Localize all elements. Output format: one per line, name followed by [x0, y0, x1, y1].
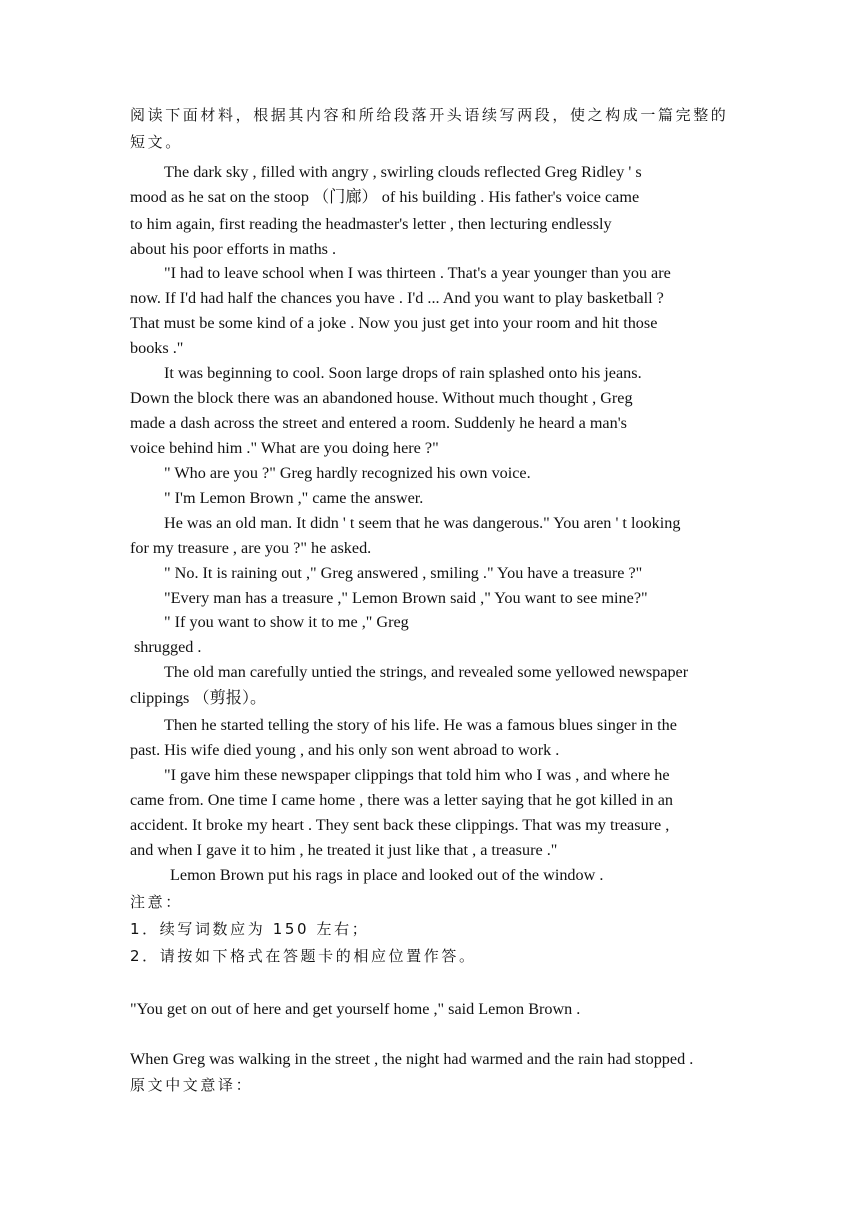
passage-line: mood as he sat on the stoop （门廊） of his building . His father's voice came: [130, 188, 640, 206]
continuation-opener-1: "You get on out of here and get yourself home ," said Lemon Brown .: [130, 1000, 581, 1018]
translation-heading: 原文中文意译：: [130, 1076, 254, 1094]
passage-line: about his poor efforts in maths .: [130, 240, 337, 258]
passage-line: accident. It broke my heart . They sent back these clippings. That was my treasure ,: [130, 816, 670, 834]
passage-line: clippings （剪报）。: [130, 689, 267, 707]
passage-line: "I had to leave school when I was thirteen . That's a year younger than you are: [164, 264, 671, 282]
passage-line: to him again, first reading the headmaster's letter , then lecturing endlessly: [130, 215, 612, 233]
task-instruction-line-1: 阅读下面材料，根据其内容和所给段落开头语续写两段，使之构成一篇完整的: [130, 106, 729, 124]
passage-line: shrugged .: [134, 638, 202, 656]
passage-line: The old man carefully untied the strings, and revealed some yellowed newspaper: [164, 663, 689, 681]
passage-line: books .": [130, 339, 184, 357]
passage-line: made a dash across the street and entered a room. Suddenly he heard a man's: [130, 414, 627, 432]
passage-line: It was beginning to cool. Soon large drops of rain splashed onto his jeans.: [164, 364, 642, 382]
passage-line: and when I gave it to him , he treated it just like that , a treasure .": [130, 841, 558, 859]
passage-line: past. His wife died young , and his only son went abroad to work .: [130, 741, 560, 759]
passage-line: came from. One time I came home , there was a letter saying that he got killed in an: [130, 791, 673, 809]
passage-line: " No. It is raining out ," Greg answered , smiling ." You have a treasure ?": [164, 564, 643, 582]
passage-line: for my treasure , are you ?" he asked.: [130, 539, 372, 557]
task-instruction-line-2: 短文。: [130, 133, 183, 151]
passage-line: " Who are you ?" Greg hardly recognized his own voice.: [164, 464, 531, 482]
passage-line: He was an old man. It didn ' t seem that he was dangerous." You aren ' t looking: [164, 514, 681, 532]
passage-line: now. If I'd had half the chances you have . I'd ... And you want to play basketball ?: [130, 289, 664, 307]
passage-line: "I gave him these newspaper clippings that told him who I was , and where he: [164, 766, 670, 784]
passage-line: The dark sky , filled with angry , swirling clouds reflected Greg Ridley ' s: [164, 163, 642, 181]
note-heading: 注意：: [130, 893, 183, 911]
passage-line: "Every man has a treasure ," Lemon Brown said ," You want to see mine?": [164, 589, 648, 607]
passage-line: " If you want to show it to me ," Greg: [164, 613, 409, 631]
passage-line: That must be some kind of a joke . Now you just get into your room and hit those: [130, 314, 658, 332]
note-item-2: 2．请按如下格式在答题卡的相应位置作答。: [130, 947, 477, 965]
passage-line: Down the block there was an abandoned house. Without much thought , Greg: [130, 389, 633, 407]
passage-line: " I'm Lemon Brown ," came the answer.: [164, 489, 424, 507]
note-item-1: 1．续写词数应为 150 左右；: [130, 920, 370, 938]
passage-line: Then he started telling the story of his life. He was a famous blues singer in the: [164, 716, 677, 734]
continuation-opener-2: When Greg was walking in the street , the night had warmed and the rain had stopped .: [130, 1050, 694, 1068]
passage-line: Lemon Brown put his rags in place and looked out of the window .: [170, 866, 604, 884]
passage-line: voice behind him ." What are you doing here ?": [130, 439, 439, 457]
